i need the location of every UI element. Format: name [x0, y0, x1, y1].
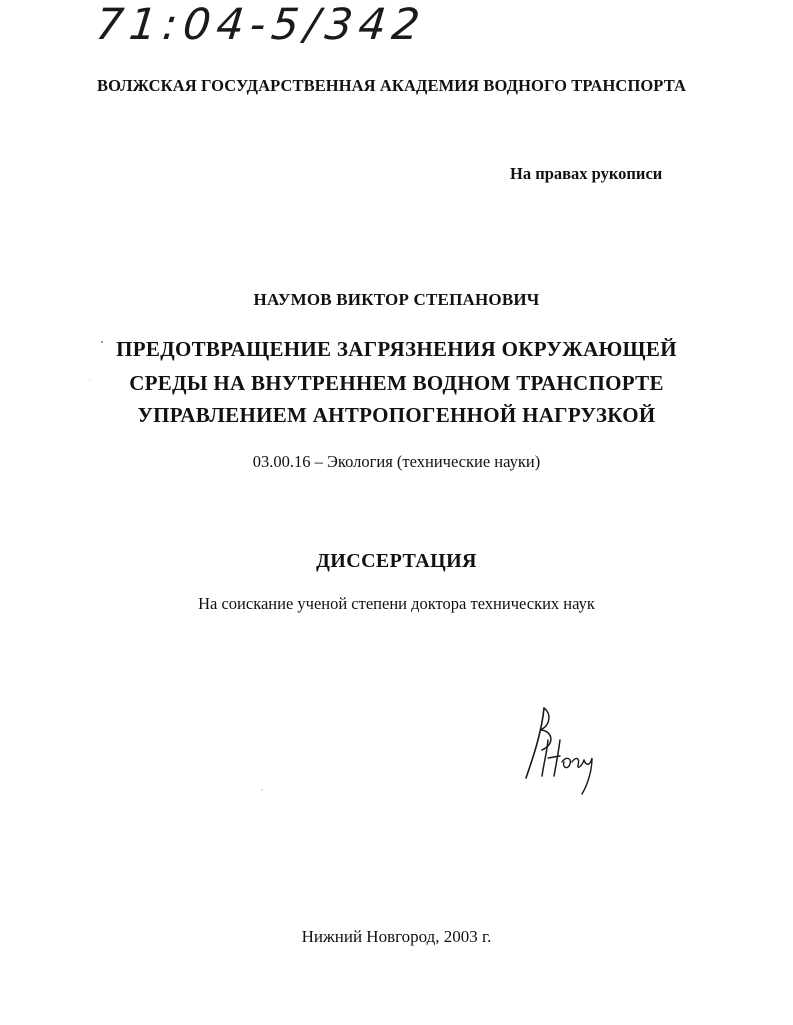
author-name: НАУМОВ ВИКТОР СТЕПАНОВИЧ — [253, 290, 540, 309]
scan-speck — [261, 789, 262, 790]
title-line: ПРЕДОТВРАЩЕНИЕ ЗАГРЯЗНЕНИЯ ОКРУЖАЮЩЕЙ — [116, 337, 677, 361]
specialty-code: 03.00.16 – Экология (технические науки) — [252, 452, 541, 471]
degree-statement: На соискание ученой степени доктора технических наук — [198, 594, 595, 613]
document-type: ДИССЕРТАЦИЯ — [316, 550, 477, 572]
institution-name: ВОЛЖСКАЯ ГОСУДАРСТВЕННАЯ АКАДЕМИЯ ВОДНОГО ТРАНСПОРТА — [97, 76, 686, 95]
archive-number: 71:04-5/342 — [93, 0, 428, 50]
title-line: СРЕДЫ НА ВНУТРЕННЕМ ВОДНОМ ТРАНСПОРТЕ — [129, 371, 664, 395]
city-and-year: Нижний Новгород, 2003 г. — [301, 927, 492, 946]
title-line: УПРАВЛЕНИЕМ АНТРОПОГЕННОЙ НАГРУЗКОЙ — [137, 403, 656, 427]
manuscript-rights-note: На правах рукописи — [510, 164, 663, 183]
author-signature — [512, 700, 612, 800]
